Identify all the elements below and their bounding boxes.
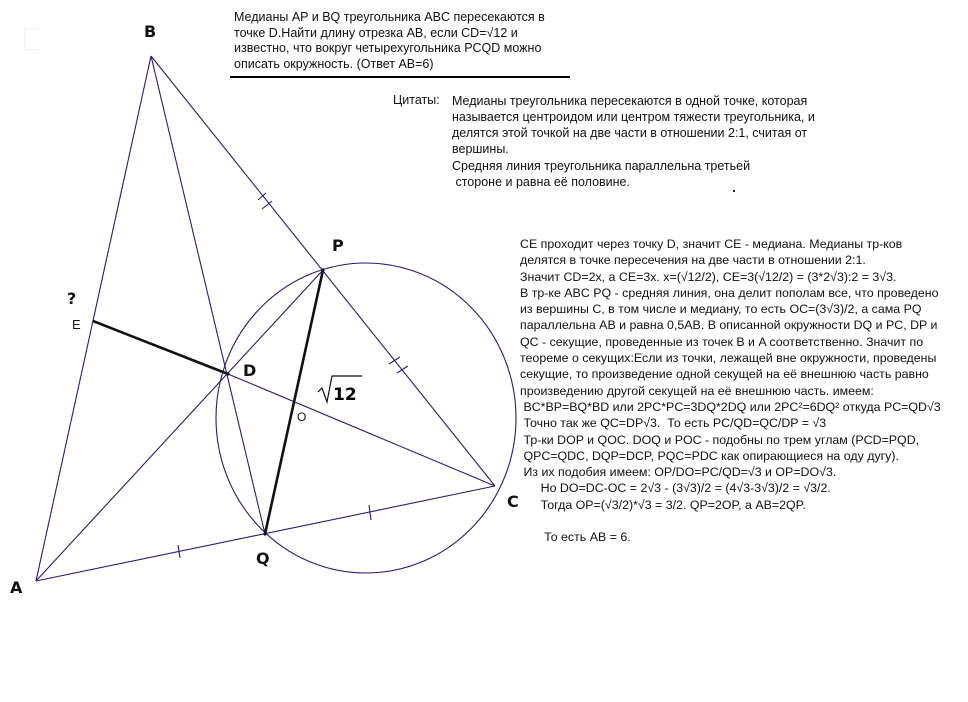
problem-line: Медианы AP и BQ треугольника ABC пересекаются в [234, 10, 545, 24]
problem-line: известно, что вокруг четырехугольника PCQD можно [234, 41, 542, 56]
solution-line: То есть AB = 6. [520, 530, 631, 545]
solution-line: секущие, то произведение одной секущей на её внешнюю часть равно [520, 367, 929, 382]
solution-line: произведению другой секущей на её внешнюю часть. имеем: [520, 383, 874, 398]
median-cd [228, 374, 495, 486]
quote-line: стороне и равна её половине. [452, 175, 630, 189]
solution-line: QPC=QDC, DQP=DCP, PQC=PDC как опирающиеся на оду дугу). [520, 448, 899, 463]
label-point-o: O [297, 410, 307, 424]
problem-statement [234, 10, 545, 72]
segment-pq [265, 270, 323, 534]
cd-length-label: 12 [333, 385, 357, 405]
problem-line: точке D.Найти длину отрезка AB, если CD=√12 и [234, 25, 518, 40]
tick-pc-1 [389, 357, 400, 364]
solution-line: Точно так же QC=DP√3. То есть PC/QD=QC/DP = √3 [520, 416, 827, 431]
label-point-c: C [507, 492, 519, 511]
side-ab [36, 56, 151, 581]
label-point-e: E [72, 317, 81, 332]
stray-dot [733, 190, 735, 192]
point-p-dot [321, 268, 324, 271]
label-point-p: P [332, 236, 344, 255]
circumcircle-pcqd [216, 263, 516, 573]
quotes-label: Цитаты: [393, 93, 440, 107]
solution-line: делятся в точке пересечения на две части в отношении 2:1. [520, 253, 866, 268]
label-point-q: Q [256, 549, 270, 568]
solution-line: BC*BP=BQ*BD или 2PC*PC=3DQ*2DQ или 2PC²=6DQ² откуда PC=QD√3 [520, 399, 941, 414]
solution-line: Но DO=DC-OC = 2√3 - (3√3)/2 = (4√3-3√3)/2 = √3/2. [520, 481, 831, 496]
question-mark: ? [67, 289, 77, 308]
quote-medians [452, 93, 815, 157]
solution-line: Тр-ки DOP и QOC. DOQ и POC - подобны по трем углам (PCD=PQD, [520, 432, 920, 447]
segment-ed [93, 321, 228, 374]
quote-line: Медианы треугольника пересекаются в одной точке, которая [452, 94, 808, 108]
solution-line [520, 513, 941, 529]
solution-text [520, 236, 941, 545]
solution-line: QC - секущие, проведенные из точек B и A соответственно. Значит по [520, 334, 924, 349]
problem-line: описать окружность. (Ответ AB=6) [234, 56, 434, 71]
solution-line: В тр-ке ABC PQ - средняя линия, она делит пополам все, что проведено [520, 285, 939, 300]
label-point-d: D [243, 361, 257, 380]
solution-line: параллельна AB и равна 0,5AB. В описанной окружности DQ и PC, DP и [520, 318, 938, 333]
solution-line: CE проходит через точку D, значит CE - медиана. Медианы тр-ков [520, 237, 903, 251]
solution-line: Из их подобия имеем: OP/DO=PC/QD=√3 и OP=DO√3. [520, 465, 837, 480]
point-q-dot [263, 532, 266, 535]
solution-line: теореме о секущих:Если из точки, лежащей вне окружности, проведены [520, 351, 937, 366]
point-d-dot [226, 372, 229, 375]
quote-line: вершины. [452, 142, 509, 156]
label-point-b: B [144, 22, 157, 41]
solution-line: из вершины C, в том числе и медиану, то есть OC=(3√3)/2, а сама PQ [520, 302, 922, 317]
quote-midline [452, 158, 750, 190]
solution-line: Значит CD=2x, а CE=3x. x=(√12/2), CE=3(√12/2) = (3*2√3):2 = 3√3. [520, 269, 897, 284]
problem-underline [230, 76, 570, 78]
tick-pc-2 [397, 366, 408, 373]
quote-line: называется центроидом или центром тяжести треугольника, и [452, 110, 815, 124]
quote-line: делятся этой точкой на две части в отношении 2:1, считая от [452, 126, 808, 140]
solution-line: Тогда OP=(√3/2)*√3 = 3/2. QP=2OP, а AB=2QP. [520, 497, 806, 512]
label-point-a: A [10, 578, 23, 597]
quote-line: Средняя линия треугольника параллельна третьей [452, 159, 751, 173]
